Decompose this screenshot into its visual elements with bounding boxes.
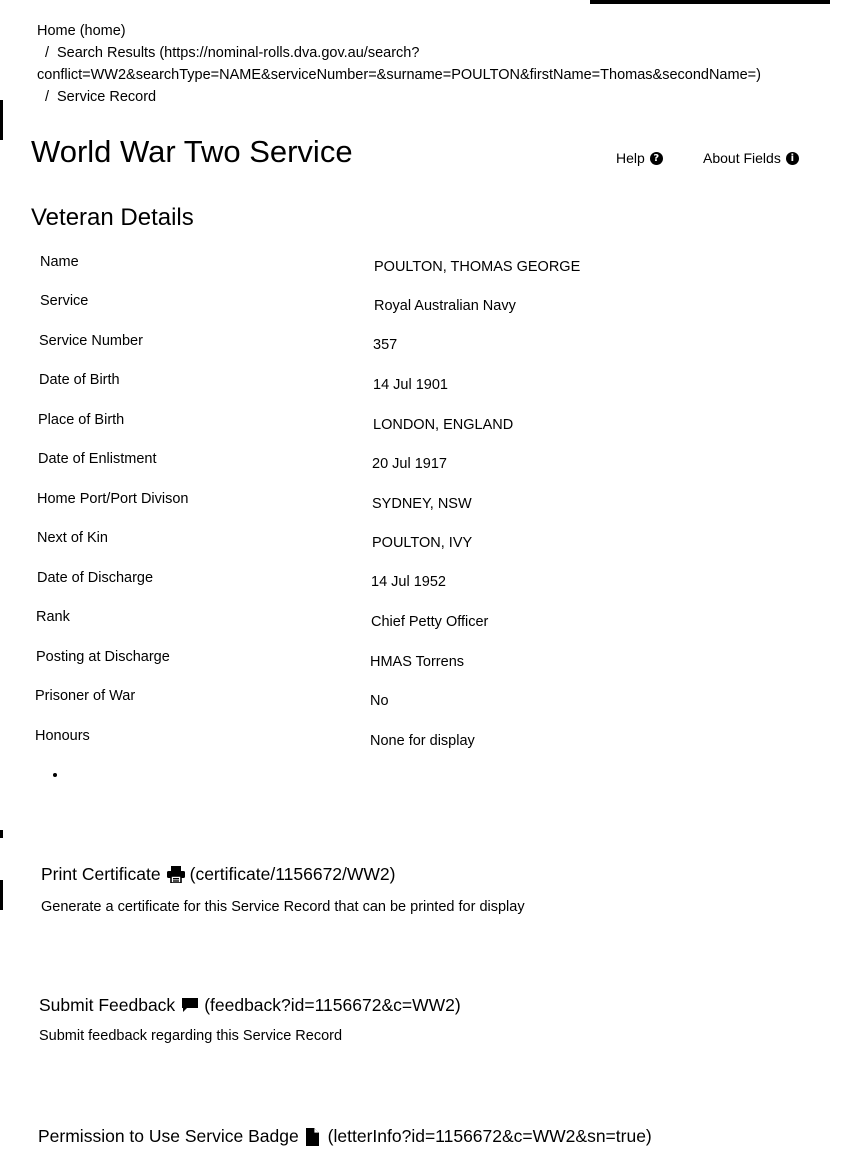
detail-label-service: Service bbox=[40, 293, 89, 309]
printer-icon bbox=[167, 866, 184, 883]
detail-label-date-of-birth: Date of Birth bbox=[39, 372, 120, 388]
detail-value-date-of-birth: 14 Jul 1901 bbox=[373, 377, 448, 393]
breadcrumb-service-record-label: Service Record bbox=[57, 89, 157, 105]
list-bullet bbox=[53, 773, 57, 777]
detail-label-honours: Honours bbox=[35, 728, 90, 744]
submit-feedback-description: Submit feedback regarding this Service Record bbox=[39, 1028, 343, 1044]
detail-label-posting-at-discharge: Posting at Discharge bbox=[36, 649, 170, 665]
detail-value-name: POULTON, THOMAS GEORGE bbox=[374, 259, 581, 275]
submit-feedback-section bbox=[39, 995, 461, 1044]
detail-label-place-of-birth: Place of Birth bbox=[38, 412, 125, 428]
help-label: Help bbox=[616, 150, 645, 166]
detail-label-home-port: Home Port/Port Divison bbox=[37, 491, 189, 507]
about-fields-link[interactable] bbox=[703, 150, 799, 166]
breadcrumb-separator: / bbox=[44, 45, 50, 61]
submit-feedback-label: Submit Feedback bbox=[39, 995, 176, 1015]
print-certificate-link[interactable] bbox=[41, 864, 525, 885]
service-badge-url: (letterInfo?id=1156672&c=WW2&sn=true) bbox=[327, 1126, 652, 1146]
scan-edge-left bbox=[0, 100, 3, 140]
detail-label-date-of-discharge: Date of Discharge bbox=[37, 570, 154, 586]
print-certificate-section bbox=[41, 864, 525, 915]
detail-value-home-port: SYDNEY, NSW bbox=[372, 496, 472, 512]
page-title: World War Two Service bbox=[31, 134, 353, 169]
info-circle-icon: i bbox=[786, 152, 799, 165]
breadcrumb-separator: / bbox=[44, 89, 50, 105]
breadcrumb-search-results-label: Search Results (https://nominal-rolls.dva.gov.au/search? bbox=[57, 45, 420, 61]
breadcrumb-search-results-url: conflict=WW2&searchType=NAME&serviceNumber=&surname=POULTON&firstName=Thomas&secondName=) bbox=[37, 67, 761, 83]
detail-label-name: Name bbox=[40, 254, 79, 270]
about-fields-label: About Fields bbox=[703, 150, 781, 166]
detail-value-prisoner-of-war: No bbox=[370, 693, 389, 709]
document-icon bbox=[305, 1128, 322, 1145]
detail-value-date-of-discharge: 14 Jul 1952 bbox=[371, 574, 446, 590]
detail-label-rank: Rank bbox=[36, 609, 70, 625]
detail-value-service-number: 357 bbox=[373, 337, 398, 353]
detail-value-place-of-birth: LONDON, ENGLAND bbox=[373, 417, 514, 433]
breadcrumb-service-record[interactable] bbox=[37, 86, 837, 108]
veteran-details-heading: Veteran Details bbox=[31, 204, 194, 231]
detail-value-date-of-enlistment: 20 Jul 1917 bbox=[372, 456, 447, 472]
detail-value-service: Royal Australian Navy bbox=[374, 298, 516, 314]
detail-label-prisoner-of-war: Prisoner of War bbox=[35, 688, 136, 704]
scan-edge-top bbox=[590, 0, 830, 4]
detail-value-honours: None for display bbox=[370, 733, 475, 749]
detail-value-posting-at-discharge: HMAS Torrens bbox=[370, 654, 465, 670]
breadcrumb bbox=[37, 20, 837, 108]
detail-label-date-of-enlistment: Date of Enlistment bbox=[38, 451, 157, 467]
detail-label-service-number: Service Number bbox=[39, 333, 143, 349]
submit-feedback-link[interactable] bbox=[39, 995, 461, 1016]
detail-label-next-of-kin: Next of Kin bbox=[37, 530, 108, 546]
detail-value-next-of-kin: POULTON, IVY bbox=[372, 535, 473, 551]
print-certificate-description: Generate a certificate for this Service Record that can be printed for display bbox=[41, 899, 525, 915]
breadcrumb-search-results[interactable] bbox=[37, 42, 837, 86]
scan-edge-left bbox=[0, 880, 3, 910]
help-link[interactable] bbox=[616, 150, 663, 166]
service-badge-link[interactable] bbox=[38, 1126, 652, 1147]
print-certificate-label: Print Certificate bbox=[41, 864, 161, 884]
breadcrumb-home[interactable]: Home (home) bbox=[37, 23, 126, 39]
submit-feedback-url: (feedback?id=1156672&c=WW2) bbox=[204, 995, 461, 1015]
scan-edge-left bbox=[0, 830, 3, 838]
print-certificate-url: (certificate/1156672/WW2) bbox=[189, 864, 396, 884]
detail-value-rank: Chief Petty Officer bbox=[371, 614, 489, 630]
service-badge-label: Permission to Use Service Badge bbox=[38, 1126, 299, 1146]
comment-icon bbox=[181, 997, 198, 1014]
question-circle-icon: ? bbox=[650, 152, 663, 165]
service-badge-section bbox=[38, 1126, 652, 1147]
